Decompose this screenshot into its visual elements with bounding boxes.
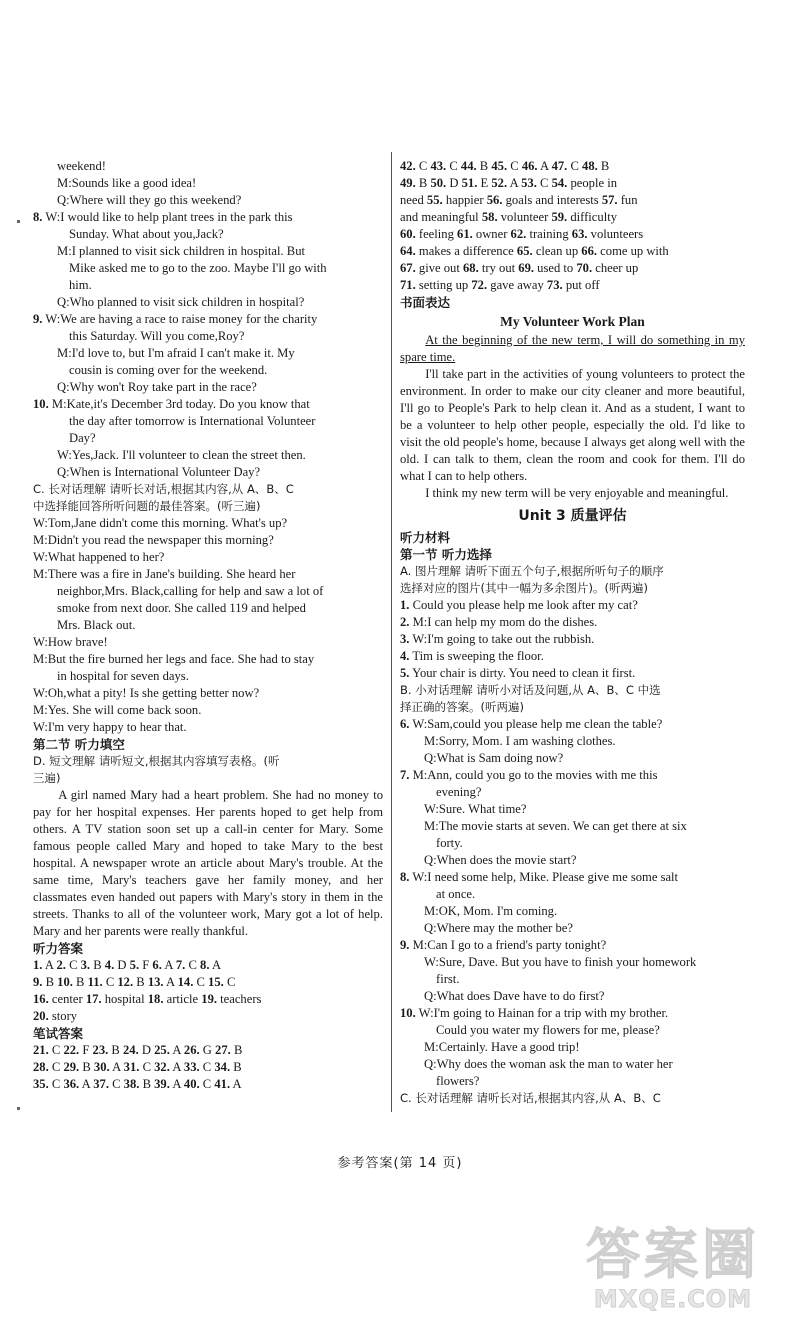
paragraph: I'll take part in the activities of young volunteers to protect the environment. In order to make our city cleaner and more beautiful, I'll go to People's Park to help clean it. And as a student, I want to be a volunteer to help other people, especially the old. I'd like to visit the old people's home, because I always get along well with the old. I can talk to them, clean the room and cook for them. I'll do what I can to help others. (400, 367, 745, 483)
dialogue-line: W:Oh,what a pity! Is she getting better now? (33, 686, 260, 700)
dialogue-line: M:Didn't you read the newspaper this morning? (33, 533, 274, 547)
answer-line: 60. feeling 61. owner 62. training 63. volunteers (400, 227, 644, 241)
dialogue-line: Q:Why does the woman ask the man to water her (424, 1057, 673, 1071)
question-line (400, 648, 745, 665)
dialogue-line: W:Yes,Jack. I'll volunteer to clean the street then. (57, 448, 306, 462)
instruction-line: D. 短文理解 请听短文,根据其内容填写表格。(听 (33, 754, 280, 768)
question-text: W:I need some help, Mike. Please give me some salt (409, 870, 679, 884)
dialogue-line: forty. (436, 836, 463, 850)
paragraph (400, 332, 745, 366)
question-text: W:We are having a race to raise money for the charity (42, 312, 318, 326)
dialogue-line: flowers? (436, 1074, 480, 1088)
question-line (33, 209, 383, 226)
question-text: W:I'm going to take out the rubbish. (409, 632, 595, 646)
underlined-sentence: At the beginning of the new term, I will do something in my spare time. (400, 333, 745, 364)
answer-line: 20. story (33, 1009, 78, 1023)
answer-line: 64. makes a difference 65. clean up 66. come up with (400, 244, 669, 258)
question-text: Your chair is dirty. You need to clean it first. (409, 666, 636, 680)
section-heading: 书面表达 (400, 295, 451, 310)
answer-line: need 55. happier 56. goals and interests 57. fun (400, 193, 638, 207)
question-number: 1. (400, 598, 410, 612)
instruction-line: 中选择能回答所听问题的最佳答案。(听三遍) (33, 499, 261, 513)
dialogue-line: in hospital for seven days. (57, 669, 189, 683)
question-line (400, 869, 745, 886)
instruction-line: A. 图片理解 请听下面五个句子,根据所听句子的顺序 (400, 564, 664, 578)
answer-line: and meaningful 58. volunteer 59. difficulty (400, 210, 617, 224)
question-line (400, 665, 745, 682)
question-number: 7. (400, 768, 410, 782)
question-text: W:I'm going to Hainan for a trip with my brother. (415, 1006, 669, 1020)
question-number: 5. (400, 666, 410, 680)
unit-title: Unit 3 质量评估 (518, 508, 627, 524)
watermark-logo (568, 1225, 778, 1317)
question-number: 2. (400, 615, 410, 629)
question-number: 4. (400, 649, 410, 663)
question-number: 9. (33, 312, 43, 326)
section-heading: 笔试答案 (33, 1026, 84, 1041)
question-line (400, 767, 745, 784)
question-number: 6. (400, 717, 410, 731)
instruction-line: 三遍) (33, 771, 61, 785)
answer-line: 9. B 10. B 11. C 12. B 13. A 14. C 15. C (33, 975, 236, 989)
instruction-line: C. 长对话理解 请听长对话,根据其内容,从 A、B、C (33, 482, 294, 496)
dialogue-line: W:Sure. What time? (424, 802, 527, 816)
answer-line: 35. C 36. A 37. C 38. B 39. A 40. C 41. A (33, 1077, 242, 1091)
dialogue-line: at once. (436, 887, 476, 901)
answer-line: 1. A 2. C 3. B 4. D 5. F 6. A 7. C 8. A (33, 958, 222, 972)
question-number: 9. (400, 938, 410, 952)
dialogue-line: Day? (69, 431, 96, 445)
question-line (33, 396, 383, 413)
dialogue-line: the day after tomorrow is International Volunteer (69, 414, 316, 428)
dialogue-line: Q:When is International Volunteer Day? (57, 465, 261, 479)
dialogue-line: W:How brave! (33, 635, 108, 649)
dialogue-line: M:The movie starts at seven. We can get there at six (424, 819, 687, 833)
question-text: Could you please help me look after my cat? (409, 598, 638, 612)
right-column (400, 158, 745, 1107)
dialogue-line: W:Tom,Jane didn't come this morning. What's up? (33, 516, 288, 530)
question-text: W:I would like to help plant trees in the park this (42, 210, 293, 224)
dialogue-line: W:Sure, Dave. But you have to finish your homework (424, 955, 697, 969)
dialogue-line: him. (69, 278, 92, 292)
instruction-line: 选择对应的图片(其中一幅为多余图片)。(听两遍) (400, 581, 648, 595)
dialogue-line: Q:Where may the mother be? (424, 921, 573, 935)
section-heading: 第一节 听力选择 (400, 547, 492, 562)
section-heading: 第二节 听力填空 (33, 737, 125, 752)
answer-line: 16. center 17. hospital 18. article 19. teachers (33, 992, 262, 1006)
dialogue-line: cousin is coming over for the weekend. (69, 363, 268, 377)
question-line (400, 1005, 745, 1022)
dialogue-line: Q:What does Dave have to do first? (424, 989, 605, 1003)
essay-title: My Volunteer Work Plan (500, 314, 645, 329)
answer-line: 21. C 22. F 23. B 24. D 25. A 26. G 27. B (33, 1043, 243, 1057)
dialogue-line: Q:What is Sam doing now? (424, 751, 564, 765)
dialogue-line: M:There was a fire in Jane's building. She heard her (33, 567, 296, 581)
dialogue-line: evening? (436, 785, 482, 799)
paragraph: I think my new term will be very enjoyable and meaningful. (425, 486, 729, 500)
question-number: 3. (400, 632, 410, 646)
question-line (400, 716, 745, 733)
question-text: M:Ann, could you go to the movies with me this (409, 768, 658, 782)
question-text: Tim is sweeping the floor. (409, 649, 544, 663)
dialogue-line: Mrs. Black out. (57, 618, 136, 632)
dialogue-line: M:Certainly. Have a good trip! (424, 1040, 580, 1054)
instruction-line: B. 小对话理解 请听小对话及问题,从 A、B、C 中选 (400, 683, 661, 697)
instruction-line: C. 长对话理解 请听长对话,根据其内容,从 A、B、C (400, 1091, 661, 1105)
question-number: 10. (33, 397, 49, 411)
dialogue-line: Could you water my flowers for me, please? (436, 1023, 660, 1037)
dialogue-line: Q:Who planned to visit sick children in hospital? (57, 295, 305, 309)
dialogue-line: Q:Where will they go this weekend? (57, 193, 242, 207)
dialogue-line: M:I'd love to, but I'm afraid I can't make it. My (57, 346, 295, 360)
dialogue-line: weekend! (57, 159, 106, 173)
section-heading: 听力答案 (33, 941, 84, 956)
instruction-line: 择正确的答案。(听两遍) (400, 700, 524, 714)
answer-line: 49. B 50. D 51. E 52. A 53. C 54. people in (400, 176, 617, 190)
dialogue-line: M:Yes. She will come back soon. (33, 703, 202, 717)
dialogue-line: Q:When does the movie start? (424, 853, 577, 867)
question-text: W:Sam,could you please help me clean the table? (409, 717, 663, 731)
question-number: 8. (400, 870, 410, 884)
dialogue-line: first. (436, 972, 460, 986)
answer-line: 42. C 43. C 44. B 45. C 46. A 47. C 48. B (400, 159, 610, 173)
answer-line: 28. C 29. B 30. A 31. C 32. A 33. C 34. B (33, 1060, 242, 1074)
dialogue-line: M:But the fire burned her legs and face. She had to stay (33, 652, 315, 666)
section-heading: 听力材料 (400, 530, 451, 545)
dialogue-line: M:Sorry, Mom. I am washing clothes. (424, 734, 616, 748)
dialogue-line: W:What happened to her? (33, 550, 165, 564)
question-text: M:I can help my mom do the dishes. (409, 615, 598, 629)
question-line (400, 597, 745, 614)
question-line (33, 311, 383, 328)
question-number: 10. (400, 1006, 416, 1020)
question-text: M:Kate,it's December 3rd today. Do you know that (48, 397, 310, 411)
paragraph: A girl named Mary had a heart problem. She had no money to pay for her hospital expenses. Her parents hoped to get help from others. A TV station soon set up a call-in center for Mary. Some famous people called Mary and hoped to take Mary to the best hospital. A newspaper wrote an article about Mary's trouble. At the same time, Mary's teachers gave her family money, and her classmates even handed out papers with Mary's story in them in the streets. Thanks to all of the volunteer work, Mary got a lot of help. Mary and her parents were really thankful. (33, 788, 383, 938)
margin-mark (17, 220, 20, 223)
question-line (400, 614, 745, 631)
dialogue-line: smoke from next door. She called 119 and helped (57, 601, 306, 615)
answer-line: 71. setting up 72. gave away 73. put off (400, 278, 600, 292)
dialogue-line: M:OK, Mom. I'm coming. (424, 904, 558, 918)
dialogue-line: this Saturday. Will you come,Roy? (69, 329, 245, 343)
question-text: M:Can I go to a friend's party tonight? (409, 938, 607, 952)
dialogue-line: W:I'm very happy to hear that. (33, 720, 187, 734)
question-line (400, 631, 745, 648)
dialogue-line: neighbor,Mrs. Black,calling for help and saw a lot of (57, 584, 324, 598)
dialogue-line: Mike asked me to go to the zoo. Maybe I'll go with (69, 261, 327, 275)
watermark-site: MXQE.COM (593, 1285, 753, 1313)
watermark-text: 答案圈 (586, 1223, 760, 1286)
column-divider (391, 152, 392, 1112)
dialogue-line: M:Sounds like a good idea! (57, 176, 197, 190)
dialogue-line: M:I planned to visit sick children in hospital. But (57, 244, 306, 258)
dialogue-line: Sunday. What about you,Jack? (69, 227, 224, 241)
answer-line: 67. give out 68. try out 69. used to 70. cheer up (400, 261, 639, 275)
question-number: 8. (33, 210, 43, 224)
question-line (400, 937, 745, 954)
dialogue-line: Q:Why won't Roy take part in the race? (57, 380, 257, 394)
left-column (33, 158, 383, 1093)
page-footer: 参考答案(第 14 页) (337, 1156, 463, 1171)
margin-mark (17, 1107, 20, 1110)
